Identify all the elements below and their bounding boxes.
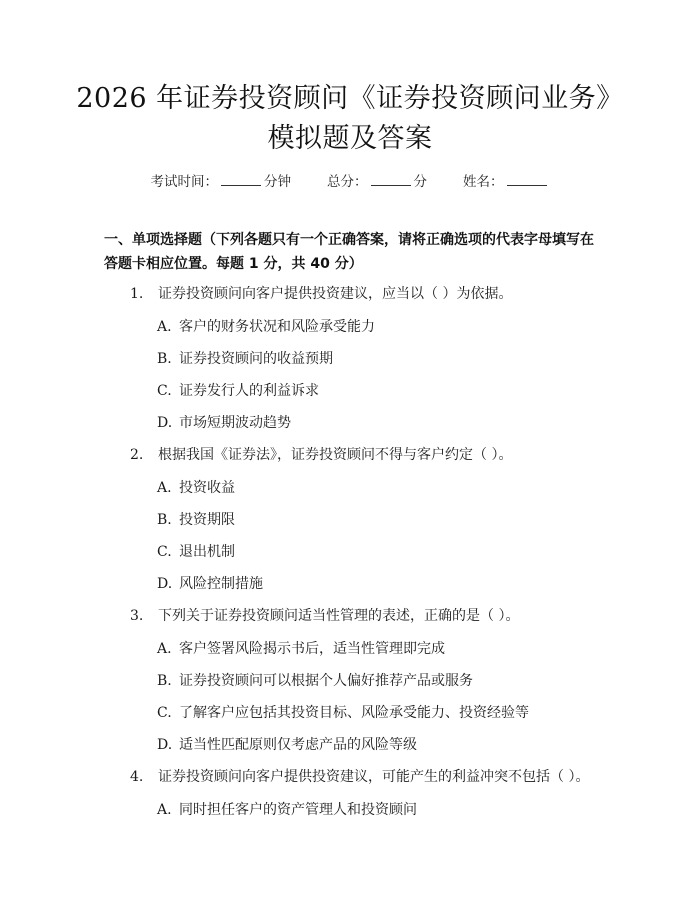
page-title-line-2: 模拟题及答案	[267, 123, 433, 154]
option-letter: A.	[157, 480, 172, 496]
option-letter: D.	[157, 415, 173, 431]
option-letter: B.	[157, 351, 172, 367]
question-2-option-b[interactable]	[157, 509, 235, 529]
exam-time-blank[interactable]	[221, 172, 261, 186]
option-letter: A.	[157, 802, 172, 818]
option-text: 同时担任客户的资产管理人和投资顾问	[179, 802, 417, 818]
exam-info-row	[0, 170, 700, 190]
question-number: 1.	[130, 286, 144, 302]
exam-time-field	[151, 170, 292, 190]
question-3-option-d[interactable]	[157, 734, 417, 754]
question-3-option-c[interactable]	[157, 702, 529, 722]
option-text: 市场短期波动趋势	[179, 415, 291, 431]
option-letter: A.	[157, 641, 172, 657]
total-score-blank[interactable]	[371, 172, 411, 186]
total-score-unit: 分	[413, 174, 427, 190]
option-letter: A.	[157, 319, 172, 335]
question-number: 3.	[130, 608, 144, 624]
exam-time-label: 考试时间：	[150, 174, 218, 190]
option-text: 证券投资顾问的收益预期	[179, 351, 333, 367]
option-letter: C.	[157, 383, 172, 399]
name-blank[interactable]	[507, 172, 547, 186]
question-1-option-d[interactable]	[157, 412, 291, 432]
question-text: 根据我国《证券法》，证券投资顾问不得与客户约定（ ）。	[158, 447, 513, 463]
option-letter: B.	[157, 512, 172, 528]
option-text: 客户签署风险揭示书后，适当性管理即完成	[179, 641, 445, 657]
question-text: 下列关于证券投资顾问适当性管理的表述，正确的是（ ）。	[158, 608, 520, 624]
question-4	[130, 766, 589, 786]
question-1-option-c[interactable]	[157, 380, 319, 400]
option-letter: C.	[157, 544, 172, 560]
option-text: 了解客户应包括其投资目标、风险承受能力、投资经验等	[179, 705, 529, 721]
question-3-option-b[interactable]	[157, 670, 473, 690]
total-score-field	[327, 170, 427, 190]
question-1-option-b[interactable]	[157, 348, 333, 368]
name-field	[463, 170, 550, 190]
question-number: 2.	[130, 447, 144, 463]
name-label: 姓名：	[463, 174, 504, 190]
total-score-label: 总分：	[327, 174, 368, 190]
section-heading: 一、单项选择题（下列各题只有一个正确答案，请将正确选项的代表字母填写在答题卡相应位置。每题 1 分，共 40 分）	[104, 232, 594, 272]
question-3-option-a[interactable]	[157, 638, 445, 658]
option-text: 证券投资顾问可以根据个人偏好推荐产品或服务	[179, 673, 473, 689]
option-text: 投资期限	[179, 512, 235, 528]
option-letter: B.	[157, 673, 172, 689]
question-text: 证券投资顾问向客户提供投资建议，可能产生的利益冲突不包括（ ）。	[158, 769, 590, 785]
option-text: 证券发行人的利益诉求	[179, 383, 319, 399]
option-text: 退出机制	[179, 544, 235, 560]
exam-time-unit: 分钟	[264, 174, 291, 190]
question-2-option-a[interactable]	[157, 477, 235, 497]
question-text: 证券投资顾问向客户提供投资建议，应当以（ ）为依据。	[158, 286, 513, 302]
question-4-option-a[interactable]	[157, 799, 417, 819]
question-2	[130, 444, 512, 464]
question-2-option-c[interactable]	[157, 541, 235, 561]
option-letter: D.	[157, 737, 173, 753]
page-title-line-1: 2026 年证券投资顾问《证券投资顾问业务》	[76, 83, 624, 114]
option-text: 适当性匹配原则仅考虑产品的风险等级	[179, 737, 417, 753]
question-3	[130, 605, 519, 625]
question-number: 4.	[130, 769, 144, 785]
option-text: 投资收益	[179, 480, 235, 496]
option-letter: D.	[157, 576, 173, 592]
question-1	[130, 283, 512, 303]
question-1-option-a[interactable]	[157, 316, 375, 336]
option-letter: C.	[157, 705, 172, 721]
option-text: 风险控制措施	[179, 576, 263, 592]
option-text: 客户的财务状况和风险承受能力	[179, 319, 375, 335]
question-2-option-d[interactable]	[157, 573, 263, 593]
